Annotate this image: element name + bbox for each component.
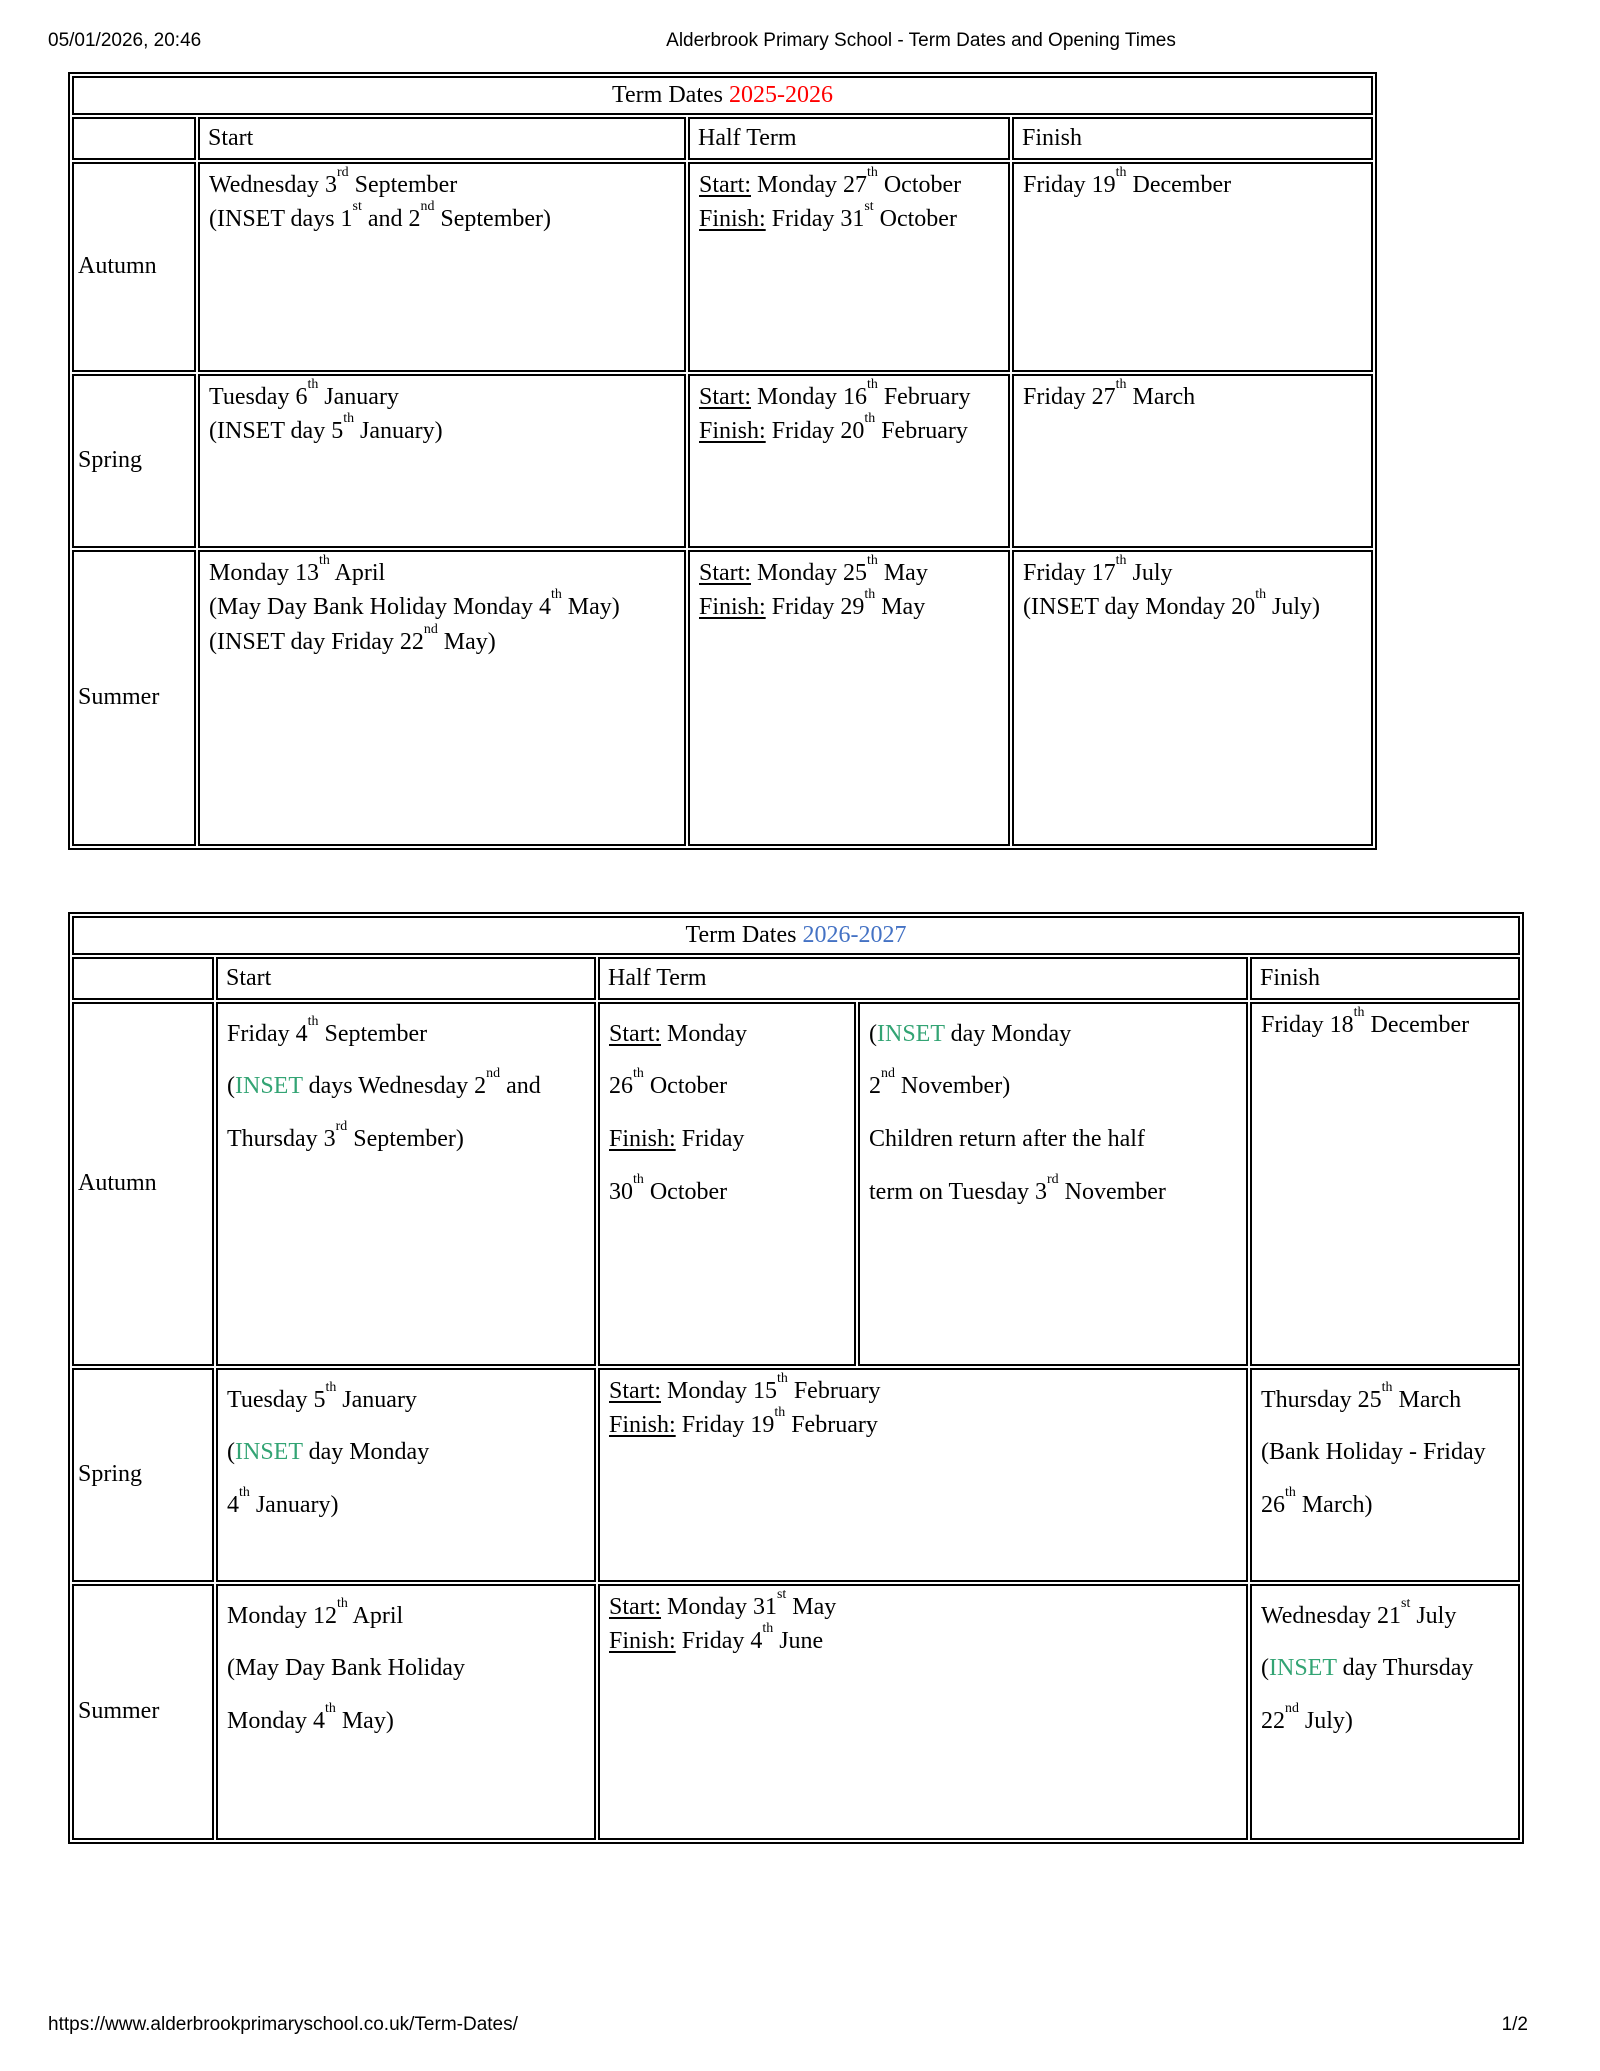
half-term-finish-text: Finish: Friday 19th February — [609, 1405, 878, 1439]
autumn-start-cell — [216, 1002, 596, 1366]
summer-start-cell — [216, 1584, 596, 1840]
autumn-row — [72, 1002, 1520, 1366]
inset-note-text: (INSET day Monday 2nd November) — [869, 1020, 1072, 1100]
finish-date-text: Thursday 25th March — [1261, 1379, 1462, 1413]
inset-note-text: (INSET days Wednesday 2nd and Thursday 3rd September) — [227, 1066, 541, 1153]
spring-finish-cell — [1012, 374, 1373, 548]
term-label: Autumn — [78, 253, 157, 280]
half-term-start-text: Start: Monday 15th February — [609, 1370, 881, 1404]
finish-column-header: Finish — [1250, 957, 1520, 1000]
table-title-prefix: Term Dates — [685, 922, 803, 948]
autumn-finish-cell — [1012, 162, 1373, 372]
table-title-prefix: Term Dates — [612, 82, 729, 108]
table-title-year: 2026-2027 — [802, 922, 907, 948]
start-date-text: Monday 12th April — [227, 1595, 404, 1629]
inset-note-text: (INSET day Friday 22nd May) — [209, 622, 496, 656]
summer-half-term-cell — [598, 1584, 1248, 1840]
spring-finish-cell — [1250, 1368, 1520, 1582]
autumn-term-cell — [72, 162, 196, 372]
spring-row — [72, 374, 1373, 548]
autumn-row — [72, 162, 1373, 372]
spring-term-cell — [72, 1368, 214, 1582]
summer-term-cell — [72, 1584, 214, 1840]
half-term-finish-text: Finish: Friday 20th February — [699, 411, 968, 445]
spring-term-cell — [72, 374, 196, 548]
summer-row — [72, 1584, 1520, 1840]
autumn-start-cell — [198, 162, 686, 372]
spring-start-cell — [216, 1368, 596, 1582]
half-term-start-text: Start: Monday 26th October — [609, 1020, 747, 1100]
autumn-finish-cell — [1250, 1002, 1520, 1366]
finish-date-text: Wednesday 21st July — [1261, 1595, 1457, 1629]
autumn-half-term-notes-cell — [858, 1002, 1248, 1366]
term-label: Summer — [78, 684, 160, 711]
half-term-start-text: Start: Monday 16th February — [699, 376, 971, 410]
spring-half-term-cell — [598, 1368, 1248, 1582]
autumn-half-term-dates-cell — [598, 1002, 856, 1366]
start-date-text: Friday 4th September — [227, 1013, 428, 1047]
column-header-row — [72, 117, 1373, 160]
start-date-text: Wednesday 3rd September — [209, 164, 458, 198]
column-header-row — [72, 957, 1520, 1000]
print-datetime: 05/01/2026, 20:46 — [48, 30, 202, 51]
autumn-half-term-cell — [688, 162, 1010, 372]
inset-note-text: (INSET day Monday 20th July) — [1023, 587, 1321, 621]
finish-date-text: Friday 18th December — [1261, 1004, 1470, 1038]
start-date-text: Tuesday 5th January — [227, 1379, 417, 1413]
half-term-start-text: Start: Monday 27th October — [699, 164, 962, 198]
term-dates-table-2026-2027 — [68, 912, 1524, 1844]
summer-row — [72, 550, 1373, 846]
summer-finish-cell — [1012, 550, 1373, 846]
start-column-header: Start — [198, 117, 686, 160]
half-term-finish-text: Finish: Friday 31st October — [699, 199, 957, 233]
table-title — [72, 916, 1520, 955]
inset-note-text: (INSET days 1st and 2nd September) — [209, 199, 552, 233]
spring-start-cell — [198, 374, 686, 548]
term-dates-table-2025-2026 — [68, 72, 1377, 850]
bank-holiday-note-text: (May Day Bank Holiday Monday 4th May) — [227, 1655, 465, 1735]
term-label: Spring — [78, 447, 143, 474]
table-title — [72, 76, 1373, 115]
spring-half-term-cell — [688, 374, 1010, 548]
half-term-start-text: Start: Monday 25th May — [699, 552, 928, 586]
summer-finish-cell — [1250, 1584, 1520, 1840]
half-term-finish-text: Finish: Friday 29th May — [699, 587, 926, 621]
table-title-year: 2025-2026 — [728, 82, 833, 108]
finish-column-header: Finish — [1012, 117, 1373, 160]
summer-start-cell — [198, 550, 686, 846]
half-term-finish-text: Finish: Friday 4th June — [609, 1621, 824, 1655]
corner-header-cell — [72, 117, 196, 160]
half-term-column-header: Half Term — [688, 117, 1010, 160]
finish-date-text: Friday 19th December — [1023, 164, 1232, 198]
summer-term-cell — [72, 550, 196, 846]
half-term-finish-text: Finish: Friday 30th October — [609, 1126, 745, 1205]
children-return-note-text: Children return after the half term on Tuesday 3rd November — [869, 1126, 1166, 1205]
bank-holiday-note-text: (May Day Bank Holiday Monday 4th May) — [209, 587, 620, 621]
term-label: Autumn — [78, 1170, 157, 1197]
print-url: https://www.alderbrookprimaryschool.co.uk/Term-Dates/ — [48, 2014, 518, 2035]
corner-header-cell — [72, 957, 214, 1000]
bank-holiday-note-text: (Bank Holiday - Friday 26th March) — [1261, 1439, 1486, 1519]
inset-note-text: (INSET day 5th January) — [209, 411, 443, 445]
inset-note-text: (INSET day Monday 4th January) — [227, 1439, 430, 1519]
spring-row — [72, 1368, 1520, 1582]
term-label: Spring — [78, 1461, 143, 1488]
start-column-header: Start — [216, 957, 596, 1000]
summer-half-term-cell — [688, 550, 1010, 846]
finish-date-text: Friday 27th March — [1023, 376, 1196, 410]
half-term-column-header: Half Term — [598, 957, 1248, 1000]
table-title-row — [72, 76, 1373, 115]
term-label: Summer — [78, 1698, 160, 1725]
print-doc-title: Alderbrook Primary School - Term Dates and Opening Times — [666, 30, 1176, 51]
half-term-start-text: Start: Monday 31st May — [609, 1586, 837, 1620]
print-page-number: 1/2 — [1501, 2014, 1528, 2035]
finish-date-text: Friday 17th July — [1023, 552, 1173, 586]
autumn-term-cell — [72, 1002, 214, 1366]
start-date-text: Tuesday 6th January — [209, 376, 399, 410]
start-date-text: Monday 13th April — [209, 552, 386, 586]
inset-note-text: (INSET day Thursday 22nd July) — [1261, 1655, 1474, 1735]
table-title-row — [72, 916, 1520, 955]
